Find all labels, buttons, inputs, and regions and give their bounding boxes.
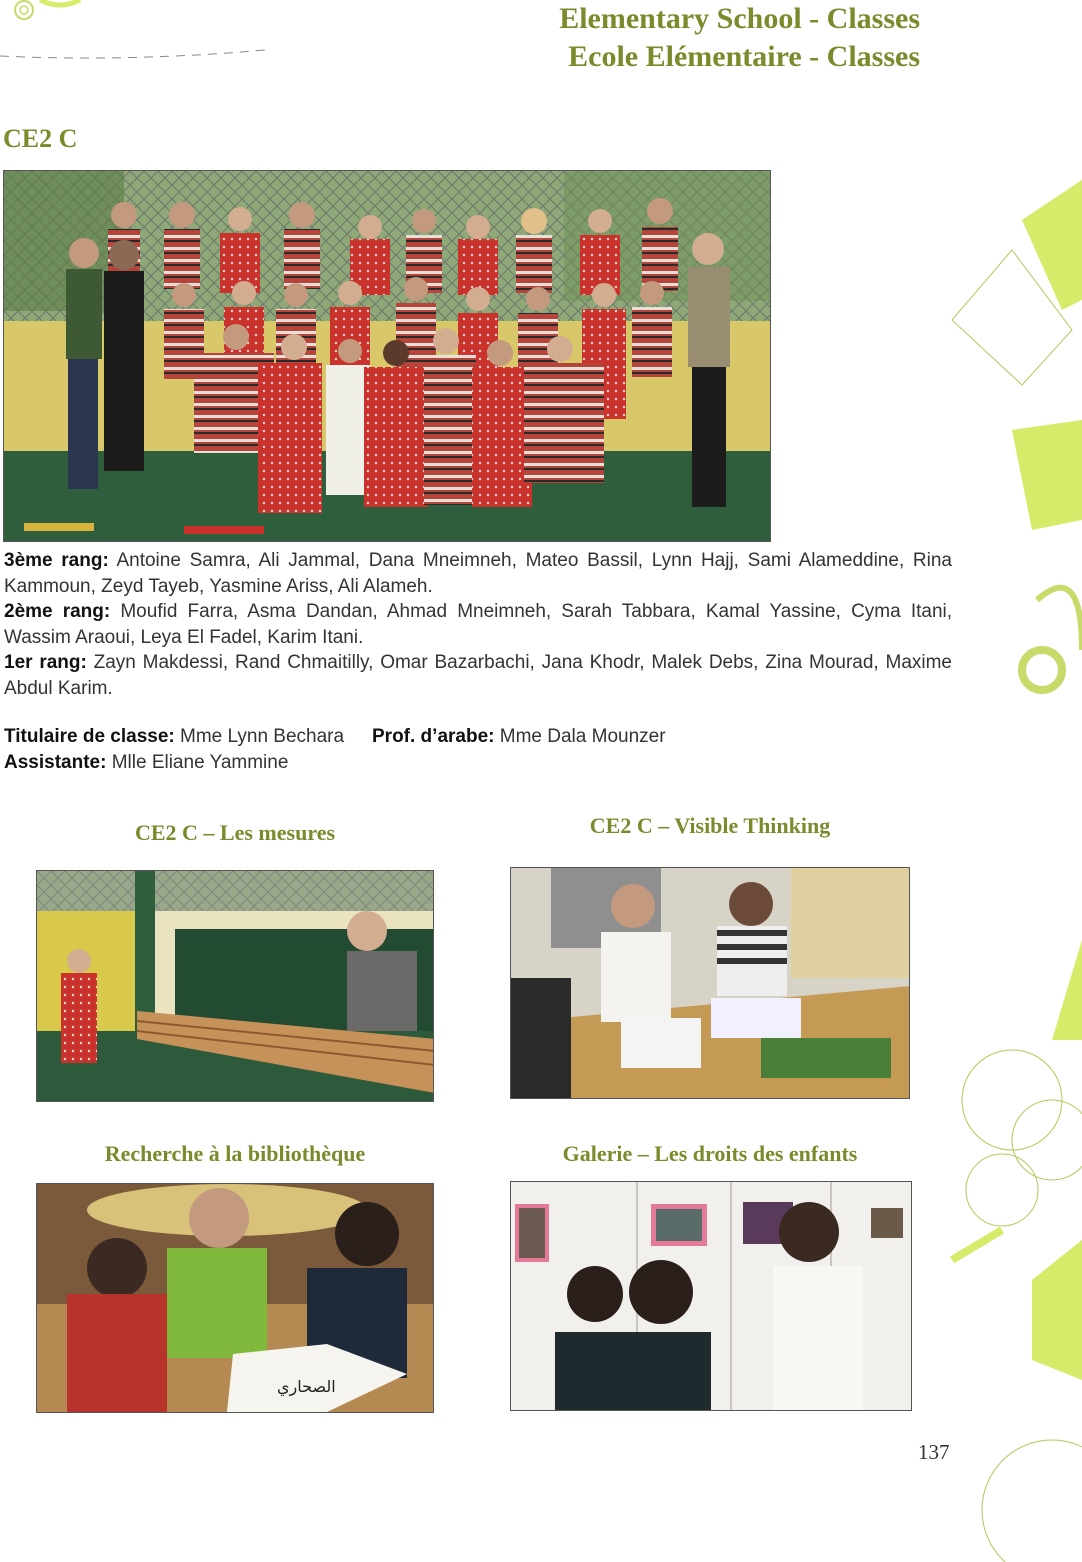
photo-mesures (36, 870, 434, 1102)
decorative-letters (942, 180, 1082, 1562)
gallery-title-biblio: Recherche à la bibliothèque (104, 1141, 366, 1166)
section-title: CE2 C (3, 124, 78, 153)
row3-label: 3ème rang: (4, 550, 109, 571)
row1-names: Zayn Makdessi, Rand Chmaitilly, Omar Bazarbachi, Jana Khodr, Malek Debs, Zina Mourad, Maxime Abdul Karim. (4, 652, 953, 699)
page-number: 137 (918, 1440, 950, 1464)
titulaire-label: Titulaire de classe: (4, 726, 175, 747)
photo-bibliotheque (36, 1183, 434, 1413)
dashed-divider (0, 48, 265, 62)
assistante-name: Mlle Eliane Yammine (111, 751, 289, 773)
header-title-fr: Ecole Elémentaire - Classes (568, 40, 920, 73)
class-photo (3, 170, 771, 542)
header-title-en: Elementary School - Classes (559, 2, 920, 35)
corner-decoration (0, 0, 90, 30)
staff-info (4, 724, 724, 776)
photo-visible-thinking (510, 867, 910, 1099)
titulaire-name: Mme Lynn Bechara (180, 726, 345, 747)
class-photo-illustration (4, 171, 771, 542)
page-header (559, 0, 920, 76)
arabe-label: Prof. d’arabe: (372, 726, 495, 747)
gallery-title-mesures: CE2 C – Les mesures (134, 820, 336, 845)
class-caption (4, 548, 952, 701)
arabe-name: Mme Dala Mounzer (499, 726, 666, 747)
assistante-label: Assistante: (4, 751, 107, 773)
row3-names: Antoine Samra, Ali Jammal, Dana Mneimneh, Mateo Bassil, Lynn Hajj, Sami Alameddine, Rina Kammoun, Zeyd Tayeb, Yasmine Ariss, Ali Alameh. (4, 550, 952, 597)
row2-label: 2ème rang: (4, 601, 111, 622)
gallery-title-galerie: Galerie – Les droits des enfants (562, 1141, 858, 1166)
row2-names: Moufid Farra, Asma Dandan, Ahmad Mneimneh, Sarah Tabbara, Kamal Yassine, Cyma Itani, Wassim Araoui, Leya El Fadel, Karim Itani. (4, 601, 953, 648)
gallery-title-visible: CE2 C – Visible Thinking (589, 813, 831, 838)
book-title: الصحاري (277, 1377, 336, 1396)
row1-label: 1er rang: (4, 652, 87, 673)
photo-galerie (510, 1181, 912, 1411)
